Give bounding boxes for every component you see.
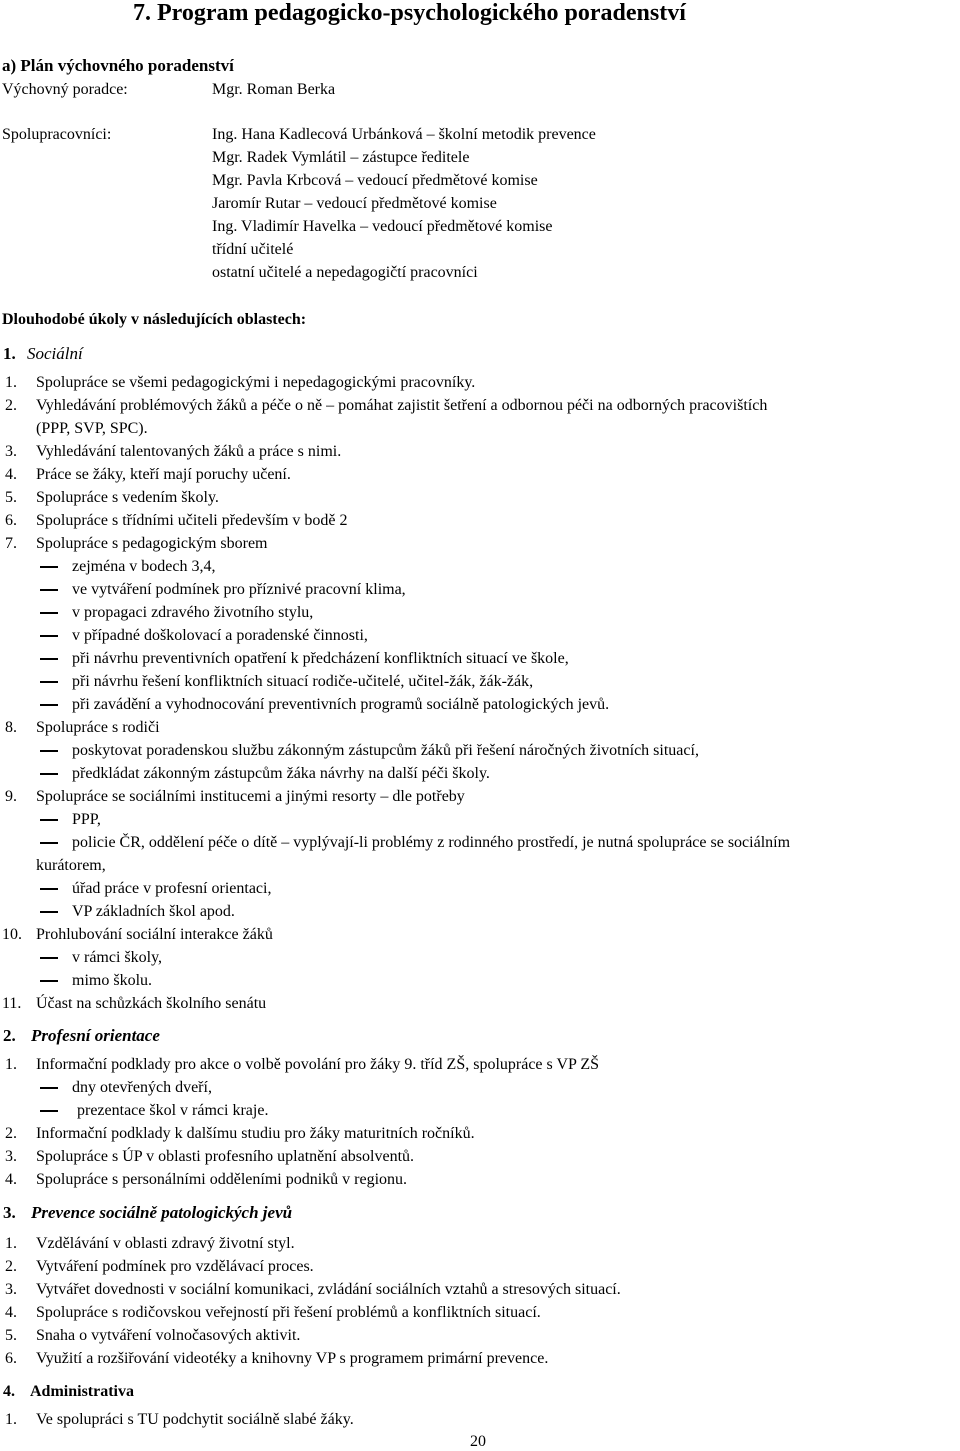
sub-item: v rámci školy, [40, 949, 162, 967]
list-item: Vzdělávání v oblasti zdravý životní styl. [36, 1235, 295, 1252]
list-item: Spolupráce s rodičovskou veřejností při řešení problémů a konfliktních situací. [36, 1304, 541, 1321]
sub-item: úřad práce v profesní orientaci, [40, 880, 271, 898]
advisor-name: Mgr. Roman Berka [212, 81, 336, 98]
list-item: Snaha o vytváření volnočasových aktivit. [36, 1327, 301, 1344]
sub-item: v případné doškolovací a poradenské činnosti, [40, 627, 368, 645]
sub-item: poskytovat poradenskou službu zákonným zástupcům žáků při řešení náročných životních situací, [40, 742, 699, 760]
item-number: 10. [2, 926, 22, 943]
section-heading-social [3, 344, 83, 364]
item-number: 4. [5, 1171, 17, 1188]
dash-bullet-icon [40, 612, 58, 614]
sub-item-continuation: kurátorem, [36, 857, 106, 874]
list-item: Prohlubování sociální interakce žáků [36, 926, 273, 943]
list-item: Spolupráce s rodiči [36, 719, 160, 736]
dash-bullet-icon [40, 704, 58, 706]
item-number: 2. [5, 1125, 17, 1142]
dash-bullet-icon [40, 773, 58, 775]
section-number: 3. [3, 1203, 16, 1222]
collaborator-item: třídní učitelé [212, 241, 294, 258]
list-item: Spolupráce se sociálními institucemi a jinými resorty – dle potřeby [36, 788, 465, 805]
item-number: 1. [5, 1411, 17, 1428]
sub-item: při zavádění a vyhodnocování preventivních programů sociálně patologických jevů. [40, 696, 609, 714]
item-number: 9. [5, 788, 17, 805]
item-number: 1. [5, 1056, 17, 1073]
item-number: 3. [5, 1148, 17, 1165]
list-item-continuation: (PPP, SVP, SPC). [36, 420, 148, 437]
sub-item: policie ČR, oddělení péče o dítě – vyplývají-li problémy z rodinného prostředí, je nutná spolupráce se sociálním [40, 834, 790, 852]
dash-bullet-icon [40, 1087, 58, 1089]
section-heading-career [3, 1026, 160, 1046]
item-number: 1. [5, 1235, 17, 1252]
dash-bullet-icon [40, 658, 58, 660]
item-number: 2. [5, 1258, 17, 1275]
long-term-heading: Dlouhodobé úkoly v následujících oblastech: [2, 311, 307, 328]
page-number: 20 [470, 1433, 486, 1450]
item-number: 5. [5, 1327, 17, 1344]
list-item: Informační podklady k dalšímu studiu pro žáky maturitních ročníků. [36, 1125, 475, 1142]
collaborator-item: Mgr. Radek Vymlátil – zástupce ředitele [212, 149, 470, 166]
collaborators-label: Spolupracovníci: [2, 126, 112, 143]
list-item: Informační podklady pro akce o volbě povolání pro žáky 9. tříd ZŠ, spolupráce s VP ZŠ [36, 1056, 599, 1073]
dash-bullet-icon [40, 635, 58, 637]
sub-item: při návrhu řešení konfliktních situací rodiče-učitelé, učitel-žák, žák-žák, [40, 673, 533, 691]
list-item: Využití a rozšiřování videotéky a knihovny VP s programem primární prevence. [36, 1350, 549, 1367]
item-number: 3. [5, 443, 17, 460]
section-heading-prevention [3, 1203, 292, 1223]
list-item: Spolupráce s personálními odděleními podniků v regionu. [36, 1171, 408, 1188]
dash-bullet-icon [40, 589, 58, 591]
section-number: 4. [3, 1383, 15, 1400]
item-number: 6. [5, 1350, 17, 1367]
document-title: 7. Program pedagogicko-psychologického poradenství [133, 0, 686, 26]
item-number: 8. [5, 719, 17, 736]
collaborator-item: Ing. Hana Kadlecová Urbánková – školní metodik prevence [212, 126, 596, 143]
dash-bullet-icon [40, 842, 58, 844]
dash-bullet-icon [40, 819, 58, 821]
dash-bullet-icon [40, 750, 58, 752]
item-number: 7. [5, 535, 17, 552]
sub-item: při návrhu preventivních opatření k předcházení konfliktních situací ve škole, [40, 650, 569, 668]
sub-item: zejména v bodech 3,4, [40, 558, 216, 576]
advisor-label: Výchovný poradce: [2, 81, 128, 98]
collaborator-item: Ing. Vladimír Havelka – vedoucí předmětové komise [212, 218, 553, 235]
item-number: 1. [5, 374, 17, 391]
sub-item: ve vytváření podmínek pro příznivé pracovní klima, [40, 581, 406, 599]
sub-item: předkládat zákonným zástupcům žáka návrhy na další péči školy. [40, 765, 490, 783]
section-number: 2. [3, 1026, 16, 1045]
list-item: Spolupráce s vedením školy. [36, 489, 219, 506]
list-item: Vyhledávání talentovaných žáků a práce s nimi. [36, 443, 342, 460]
collaborator-item: ostatní učitelé a nepedagogičtí pracovníci [212, 264, 478, 281]
sub-item: PPP, [40, 811, 101, 829]
item-number: 11. [2, 995, 22, 1012]
item-number: 6. [5, 512, 17, 529]
list-item: Vytváření podmínek pro vzdělávací proces. [36, 1258, 314, 1275]
list-item: Spolupráce se všemi pedagogickými i nepedagogickými pracovníky. [36, 374, 476, 391]
section-number: 1. [3, 344, 16, 363]
item-number: 4. [5, 1304, 17, 1321]
list-item: Účast na schůzkách školního senátu [36, 995, 267, 1012]
item-number: 4. [5, 466, 17, 483]
dash-bullet-icon [40, 681, 58, 683]
section-title: Administrativa [30, 1383, 134, 1400]
plan-heading: a) Plán výchovného poradenství [2, 56, 234, 75]
section-title: Profesní orientace [31, 1026, 160, 1045]
list-item: Spolupráce s třídními učiteli především v bodě 2 [36, 512, 348, 529]
dash-bullet-icon [40, 911, 58, 913]
section-title: Prevence sociálně patologických jevů [31, 1203, 293, 1222]
sub-item: mimo školu. [40, 972, 152, 990]
collaborator-item: Jaromír Rutar – vedoucí předmětové komise [212, 195, 497, 212]
section-heading-administration [3, 1383, 134, 1401]
list-item: Práce se žáky, kteří mají poruchy učení. [36, 466, 291, 483]
dash-bullet-icon [40, 566, 58, 568]
collaborator-item: Mgr. Pavla Krbcová – vedoucí předmětové komise [212, 172, 538, 189]
list-item: Ve spolupráci s TU podchytit sociálně slabé žáky. [36, 1411, 354, 1428]
sub-item: prezentace škol v rámci kraje. [40, 1102, 268, 1120]
dash-bullet-icon [40, 980, 58, 982]
item-number: 3. [5, 1281, 17, 1298]
dash-bullet-icon [40, 1110, 58, 1112]
list-item: Spolupráce s ÚP v oblasti profesního uplatnění absolventů. [36, 1148, 415, 1165]
section-title: Sociální [27, 344, 83, 363]
item-number: 2. [5, 397, 17, 414]
dash-bullet-icon [40, 957, 58, 959]
list-item: Vyhledávání problémových žáků a péče o ně – pomáhat zajistit šetření a odbornou péči na odborných pracovištích [36, 397, 768, 414]
sub-item: dny otevřených dveří, [40, 1079, 212, 1097]
list-item: Spolupráce s pedagogickým sborem [36, 535, 268, 552]
sub-item: VP základních škol apod. [40, 903, 235, 921]
item-number: 5. [5, 489, 17, 506]
dash-bullet-icon [40, 888, 58, 890]
sub-item: v propagaci zdravého životního stylu, [40, 604, 313, 622]
list-item: Vytvářet dovednosti v sociální komunikaci, zvládání sociálních vztahů a stresových situací. [36, 1281, 621, 1298]
